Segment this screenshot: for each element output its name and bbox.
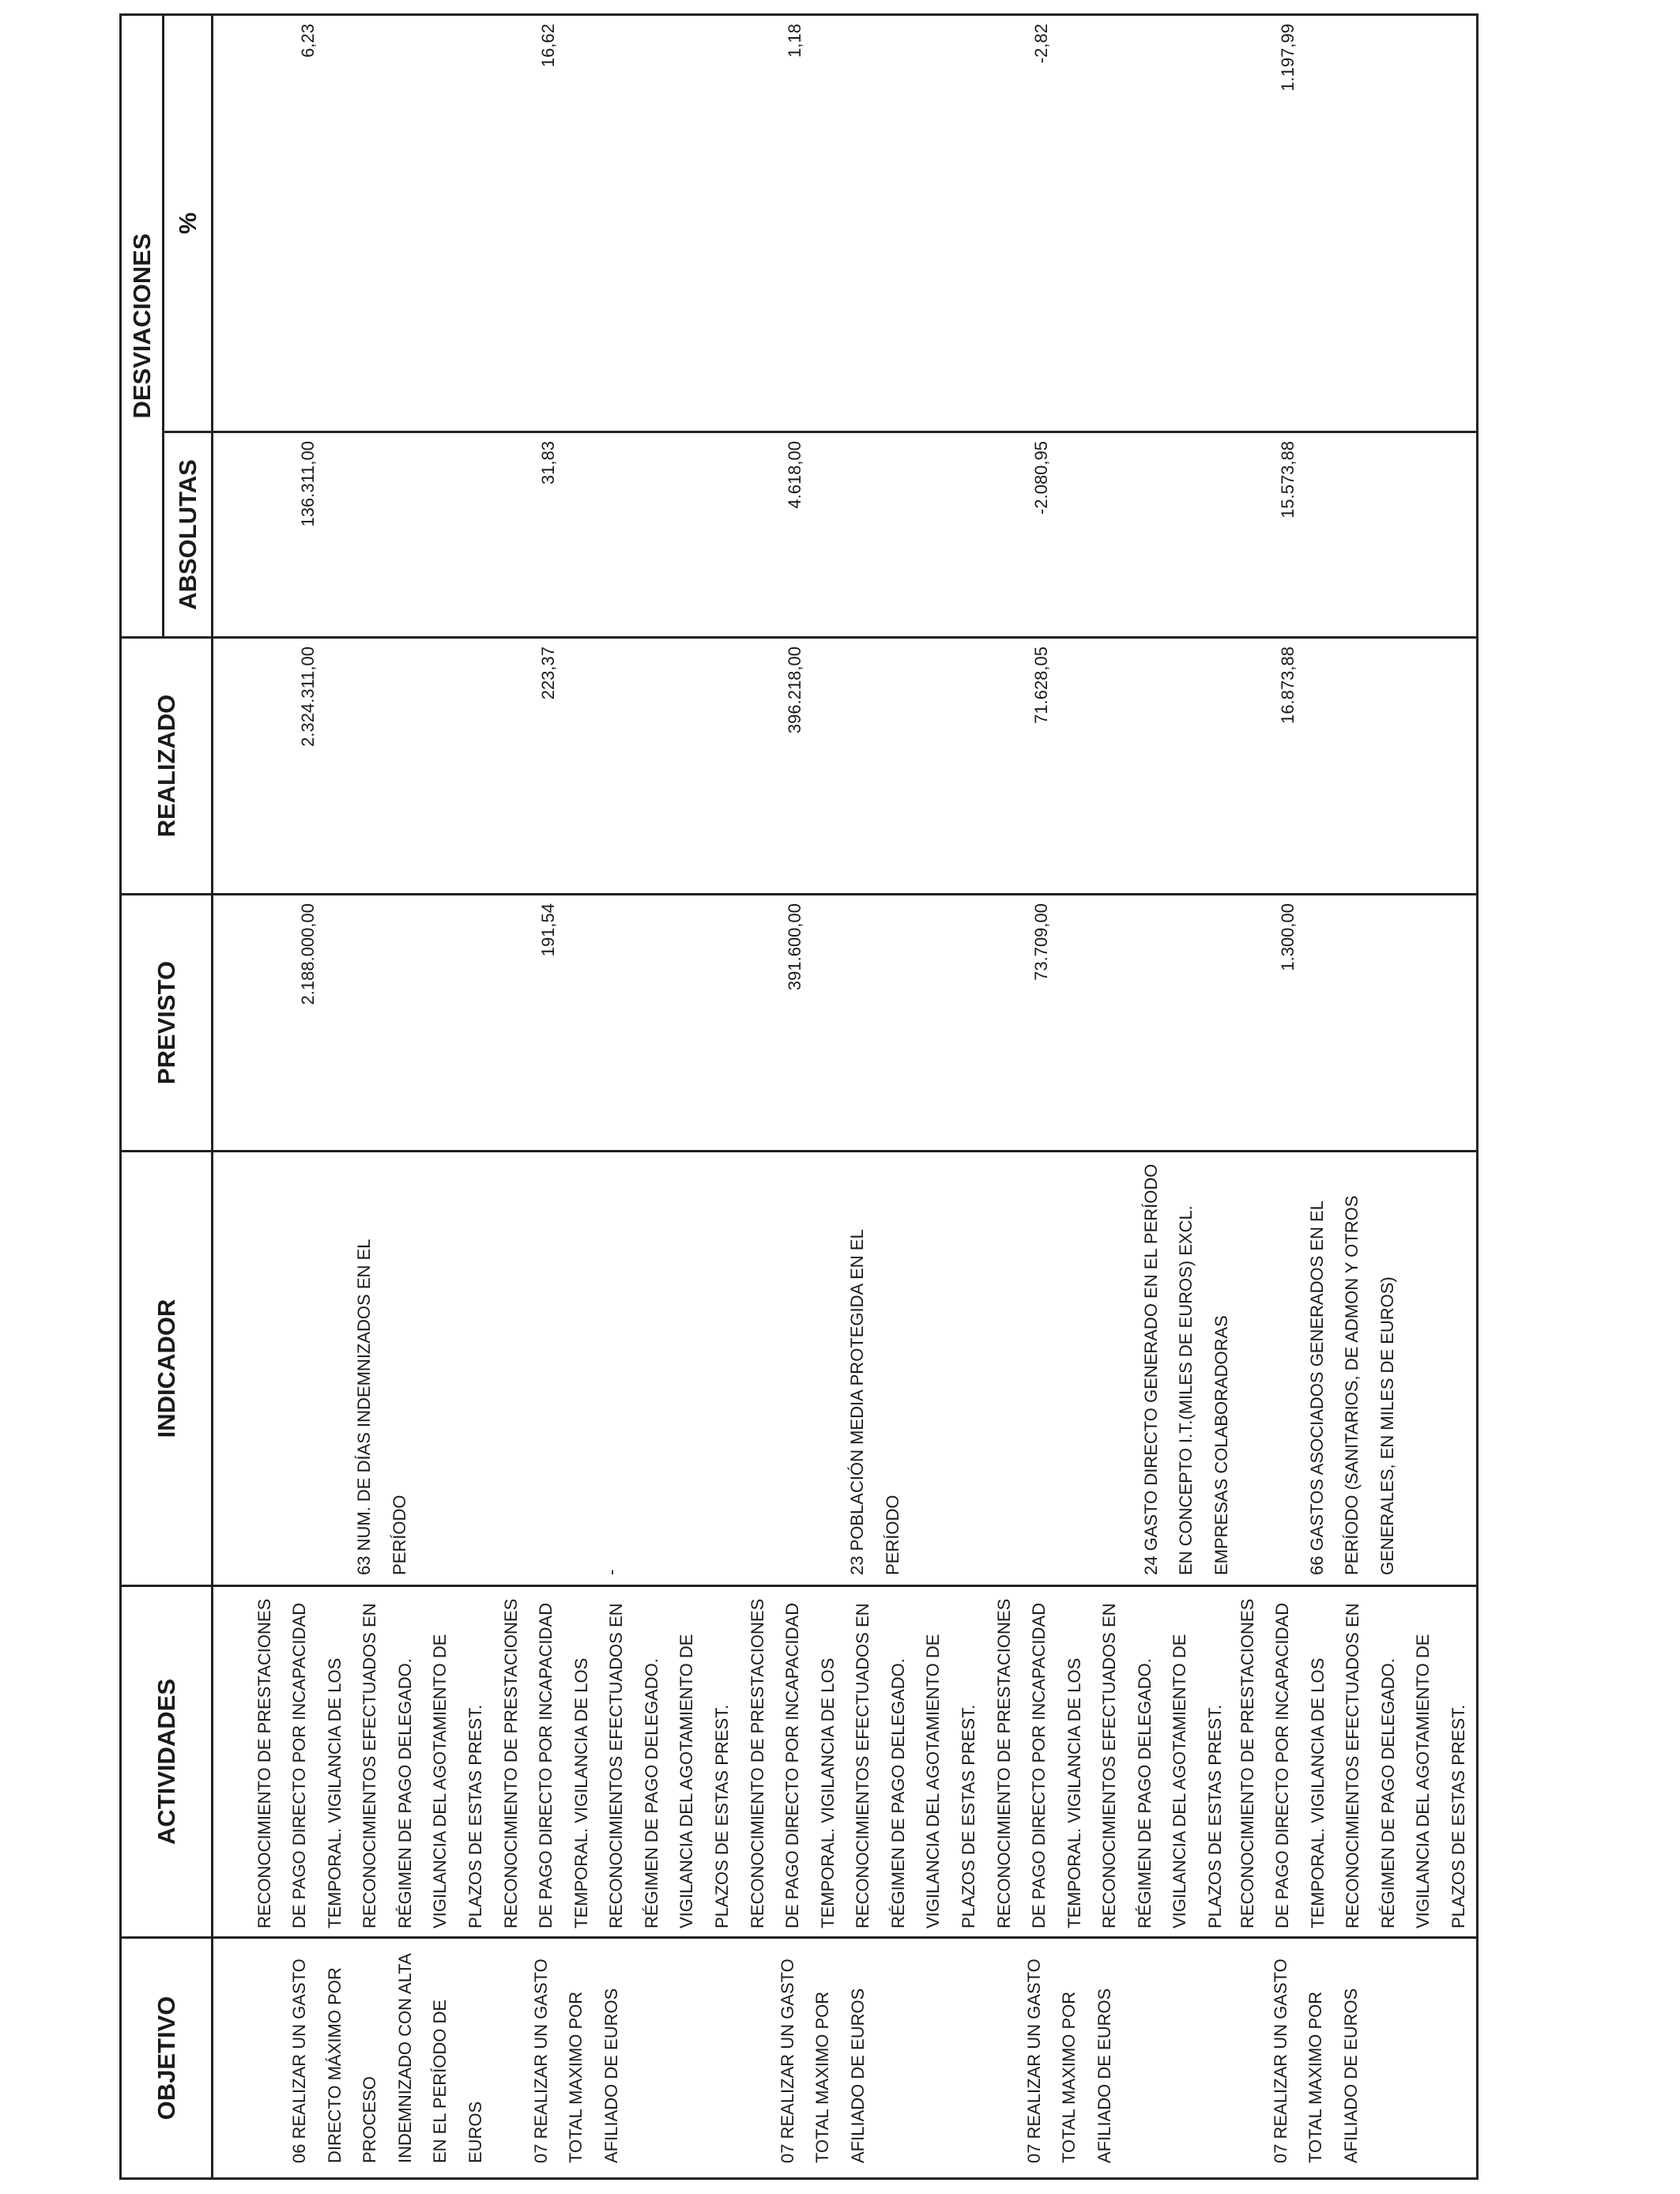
previsto-row-2: 191,54 — [537, 903, 558, 957]
header-indicador: INDICADOR — [121, 1152, 213, 1586]
actividades-row-1: RECONOCIMIENTO DE PRESTACIONES DE PAGO DIRECTO POR INCAPACIDAD TEMPORAL. VIGILANCIA DE LOS RECONOCIMIENTOS EFECTUADOS EN RÉGIMEN DE PAGO DELEGADO. VIGILANCIA DEL AGOTAMIENTO DE PLAZOS DE ESTAS PREST. — [254, 1598, 485, 1928]
absolutas-row-3: 4.618,00 — [784, 441, 804, 509]
rotated-table-page — [119, 16, 1474, 2180]
header-actividades: ACTIVIDADES — [121, 1586, 213, 1938]
header-porcentaje: % — [164, 15, 213, 432]
absolutas-row-1: 136.311,00 — [297, 441, 318, 527]
porcentaje-row-5: 1.197,99 — [1277, 24, 1298, 92]
porcentaje-row-1: 6,23 — [297, 24, 318, 58]
actividades-row-2: RECONOCIMIENTO DE PRESTACIONES DE PAGO DIRECTO POR INCAPACIDAD TEMPORAL. VIGILANCIA DE LOS RECONOCIMIENTOS EFECTUADOS EN RÉGIMEN DE PAGO DELEGADO. VIGILANCIA DEL AGOTAMIENTO DE PLAZOS DE ESTAS PREST. — [500, 1598, 732, 1928]
actividades-row-3: RECONOCIMIENTO DE PRESTACIONES DE PAGO DIRECTO POR INCAPACIDAD TEMPORAL. VIGILANCIA DE LOS RECONOCIMIENTOS EFECTUADOS EN RÉGIMEN DE PAGO DELEGADO. VIGILANCIA DEL AGOTAMIENTO DE PLAZOS DE ESTAS PREST. — [747, 1598, 978, 1928]
header-desviaciones: DESVIACIONES — [121, 15, 164, 638]
col-actividades — [213, 1586, 1478, 1938]
realizado-row-2: 223,37 — [537, 647, 558, 700]
col-objetivo — [213, 1938, 1478, 2179]
header-previsto: PREVISTO — [121, 895, 213, 1152]
actividades-row-5: RECONOCIMIENTO DE PRESTACIONES DE PAGO DIRECTO POR INCAPACIDAD TEMPORAL. VIGILANCIA DE LOS RECONOCIMIENTOS EFECTUADOS EN RÉGIMEN DE PAGO DELEGADO. VIGILANCIA DEL AGOTAMIENTO DE PLAZOS DE ESTAS PREST. — [1237, 1598, 1468, 1928]
objetivo-row-3: 07 REALIZAR UN GASTO TOTAL MAXIMO POR AFILIADO DE EUROS — [777, 1958, 868, 2163]
porcentaje-row-3: 1,18 — [784, 24, 804, 58]
previsto-row-5: 1.300,00 — [1277, 903, 1298, 971]
absolutas-row-5: 15.573,88 — [1277, 441, 1298, 518]
porcentaje-row-2: 16,62 — [537, 24, 558, 68]
realizado-row-1: 2.324.311,00 — [297, 647, 318, 747]
objectives-table — [119, 13, 1478, 2180]
indicador-row-2: - — [601, 1569, 621, 1575]
header-objetivo: OBJETIVO — [121, 1938, 213, 2179]
previsto-row-1: 2.188.000,00 — [297, 903, 318, 1005]
col-porcentaje — [213, 15, 1478, 432]
indicador-row-3: 23 POBLACIÓN MEDIA PROTEGIDA EN EL PERÍODO — [847, 1230, 902, 1575]
porcentaje-row-4: -2,82 — [1030, 24, 1051, 64]
header-absolutas: ABSOLUTAS — [164, 432, 213, 638]
objetivo-row-5: 07 REALIZAR UN GASTO TOTAL MAXIMO POR AFILIADO DE EUROS — [1270, 1958, 1361, 2163]
objetivo-row-1: 06 REALIZAR UN GASTO DIRECTO MÁXIMO POR PROCESO INDEMNIZADO CON ALTA EN EL PERÍODO DE EUROS — [289, 1954, 485, 2163]
realizado-row-4: 71.628,05 — [1030, 647, 1051, 724]
indicador-row-4: 24 GASTO DIRECTO GENERADO EN EL PERÍODO EN CONCEPTO I.T.(MILES DE EUROS) EXCL. EMPRESAS COLABORADORAS — [1140, 1163, 1231, 1575]
col-previsto — [213, 895, 1478, 1152]
previsto-row-4: 73.709,00 — [1030, 903, 1051, 981]
absolutas-row-4: -2.080,95 — [1030, 441, 1051, 515]
actividades-row-4: RECONOCIMIENTO DE PRESTACIONES DE PAGO DIRECTO POR INCAPACIDAD TEMPORAL. VIGILANCIA DE LOS RECONOCIMIENTOS EFECTUADOS EN RÉGIMEN DE PAGO DELEGADO. VIGILANCIA DEL AGOTAMIENTO DE PLAZOS DE ESTAS PREST. — [993, 1598, 1225, 1928]
realizado-row-5: 16.873,88 — [1277, 647, 1298, 724]
col-indicador — [213, 1152, 1478, 1586]
indicador-row-1: 63 NUM. DE DÍAS INDEMNIZADOS EN EL PERÍODO — [354, 1239, 409, 1575]
col-absolutas — [213, 432, 1478, 638]
indicador-row-5: 66 GASTOS ASOCIADOS GENERADOS EN EL PERÍODO (SANITARIOS, DE ADMON Y OTROS GENERALES, EN MILES DE EUROS) — [1306, 1195, 1397, 1575]
objetivo-row-2: 07 REALIZAR UN GASTO TOTAL MAXIMO POR AFILIADO DE EUROS — [530, 1958, 621, 2163]
absolutas-row-2: 31,83 — [537, 441, 558, 485]
realizado-row-3: 396.218,00 — [784, 647, 804, 734]
objetivo-row-4: 07 REALIZAR UN GASTO TOTAL MAXIMO POR AFILIADO DE EUROS — [1023, 1958, 1114, 2163]
previsto-row-3: 391.600,00 — [784, 903, 804, 991]
col-realizado — [213, 638, 1478, 895]
header-realizado: REALIZADO — [121, 638, 213, 895]
